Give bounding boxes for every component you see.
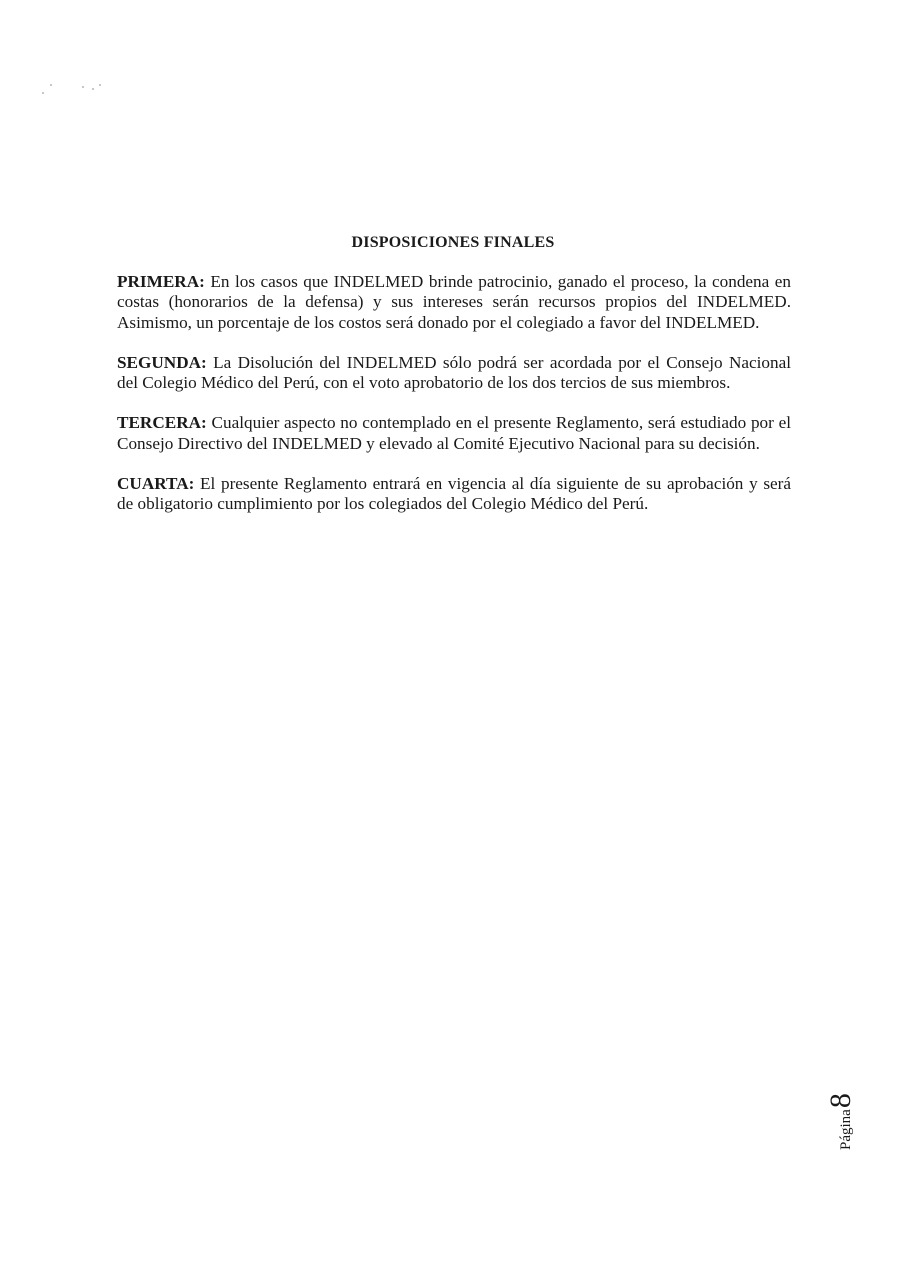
- scan-speck: [82, 86, 84, 88]
- paragraph-text: Cualquier aspecto no contemplado en el presente Reglamento, será estudiado por el Consejo Directivo del INDELMED y elevado al Comité Ejecutivo Nacional para su decisión.: [117, 413, 792, 453]
- paragraph-heading: PRIMERA:: [117, 272, 205, 291]
- document-body: [117, 272, 791, 535]
- scan-speck: [50, 84, 52, 86]
- paragraph-segunda: [117, 353, 791, 394]
- page-number-value: 8: [824, 1093, 857, 1109]
- scan-speck: [42, 92, 44, 94]
- page-label: Página: [838, 1109, 854, 1150]
- paragraph-heading: TERCERA:: [117, 413, 207, 433]
- paragraph-cuarta: [117, 474, 791, 515]
- scan-speck: [99, 84, 101, 86]
- paragraph-text: En los casos que INDELMED brinde patrocinio, ganado el proceso, la condena en costas (honorarios de la defensa) y sus intereses serán recursos propios del INDELMED. Asimismo, un porcentaje de los costos será donado por el colegiado a favor del INDELMED.: [117, 272, 791, 332]
- paragraph-heading: SEGUNDA:: [117, 352, 207, 372]
- paragraph-tercera: [117, 413, 791, 454]
- paragraph-text: El presente Reglamento entrará en vigencia al día siguiente de su aprobación y será de obligatorio cumplimiento por los colegiados del Colegio Médico del Perú.: [117, 474, 791, 514]
- paragraph-heading: CUARTA:: [117, 474, 195, 494]
- scan-speck: [92, 88, 94, 90]
- paragraph-primera: [117, 272, 791, 333]
- paragraph-text: La Disolución del INDELMED sólo podrá ser acordada por el Consejo Nacional del Colegio Médico del Perú, con el voto aprobatorio de los dos tercios de sus miembros.: [117, 352, 791, 393]
- section-title: DISPOSICIONES FINALES: [351, 234, 555, 251]
- page-number: [824, 1093, 858, 1150]
